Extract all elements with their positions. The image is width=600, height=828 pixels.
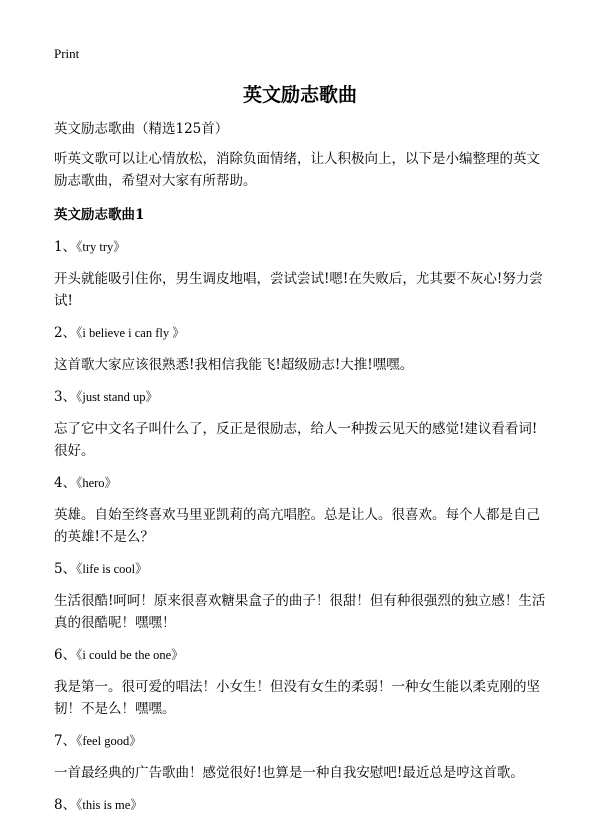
- song-name: 《just stand up》: [76, 390, 159, 404]
- song-number: 8、: [54, 797, 77, 813]
- song-title: [54, 644, 550, 666]
- song-description: 忘了它中文名子叫什么了，反正是很励志，给人一种拨云见天的感觉!建议看看词!很好。: [54, 421, 538, 459]
- print-link[interactable]: Print: [54, 46, 80, 61]
- song-name: 《i could be the one》: [76, 648, 184, 662]
- song-description: 一首最经典的广告歌曲！感觉很好!也算是一种自我安慰吧!最近总是哼这首歌。: [54, 765, 524, 781]
- intro-paragraph: 听英文歌可以让心情放松，消除负面情绪，让人积极向上，以下是小编整理的英文励志歌曲，希望对大家有所帮助。: [54, 151, 540, 189]
- song-title: [54, 558, 550, 580]
- song-title: [54, 794, 550, 816]
- song-title: [54, 322, 550, 344]
- song-name: 《i believe i can fly 》: [76, 326, 185, 340]
- song-name: 《hero》: [76, 476, 118, 490]
- song-description: 英雄。自始至终喜欢马里亚凯莉的高亢唱腔。总是让人。很喜欢。每个人都是自己的英雄!不是么？: [54, 507, 540, 545]
- song-number: 5、: [54, 561, 77, 577]
- song-description: 这首歌大家应该很熟悉!我相信我能飞!超级励志!大推!嘿嘿。: [54, 357, 414, 373]
- song-number: 2、: [54, 325, 77, 341]
- song-number: 6、: [54, 647, 77, 663]
- song-description: 生活很酷!呵呵！原来很喜欢糖果盒子的曲子！很甜！但有种很强烈的独立感！生活真的很酷呢！嘿嘿！: [54, 593, 546, 631]
- song-description: 开头就能吸引住你，男生调皮地唱，尝试尝试!嗯!在失败后，尤其要不灰心!努力尝试!: [54, 271, 543, 309]
- song-number: 3、: [54, 389, 77, 405]
- song-name: 《life is cool》: [76, 562, 148, 576]
- song-name: 《try try》: [76, 240, 126, 254]
- section-heading: 英文励志歌曲1: [54, 207, 145, 223]
- song-title: [54, 472, 550, 494]
- song-number: 4、: [54, 475, 77, 491]
- document-body: [54, 118, 550, 826]
- song-name: 《feel good》: [76, 734, 142, 748]
- document-title: 英文励志歌曲: [242, 84, 357, 106]
- song-title: [54, 730, 550, 752]
- song-description: 我是第一。很可爱的唱法！小女生！但没有女生的柔弱！一种女生能以柔克刚的坚韧！不是么！嘿嘿。: [54, 679, 540, 717]
- document-subtitle: 英文励志歌曲（精选125首）: [54, 121, 229, 137]
- song-number: 7、: [54, 733, 77, 749]
- song-name: 《this is me》: [76, 798, 143, 812]
- song-title: [54, 386, 550, 408]
- song-title: [54, 236, 550, 258]
- song-number: 1、: [54, 239, 77, 255]
